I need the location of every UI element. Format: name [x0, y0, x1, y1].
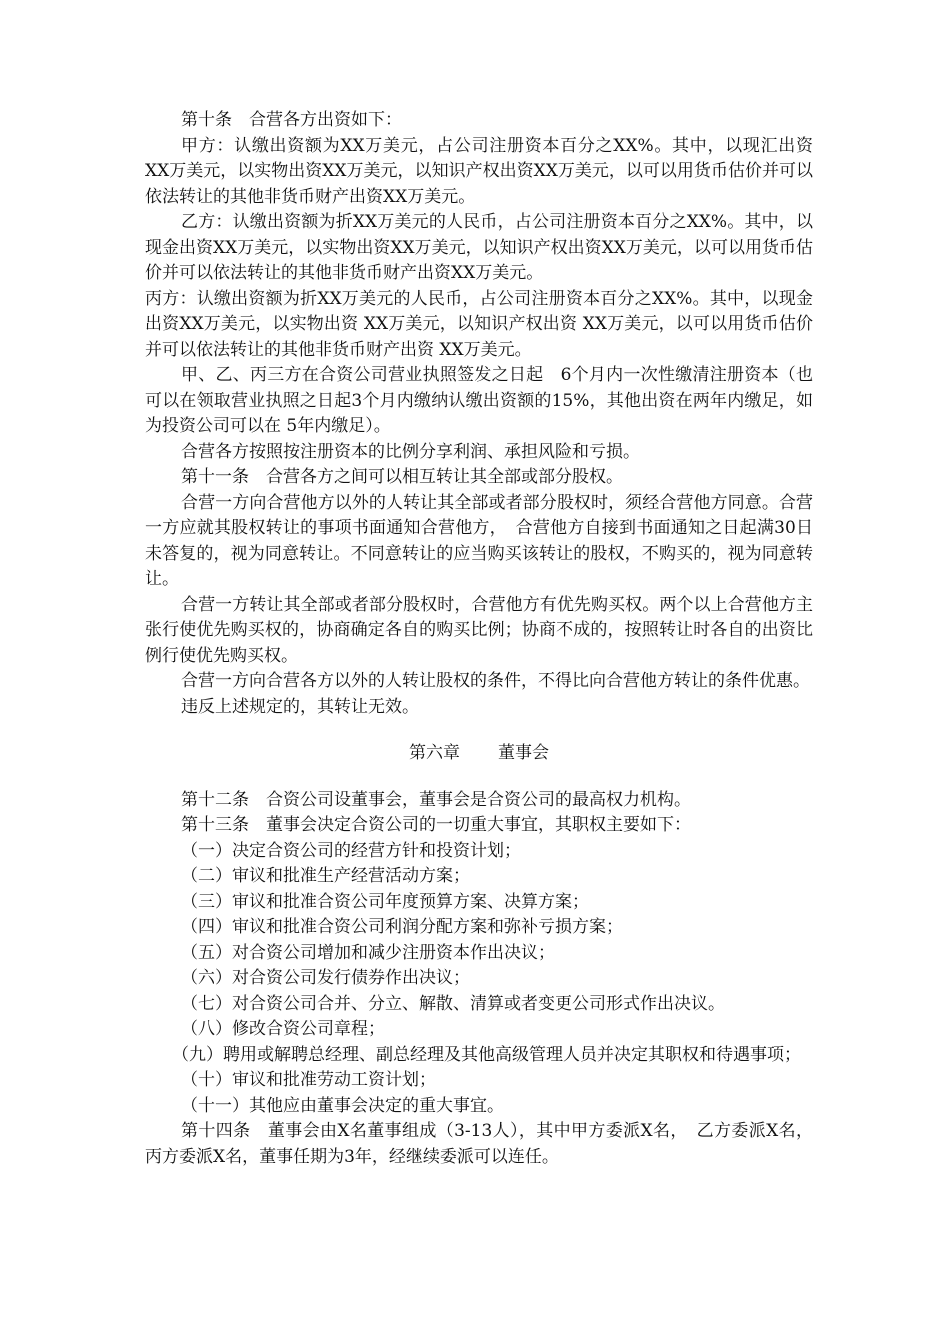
article-10-profit: 合营各方按照按注册资本的比例分享利润、承担风险和亏损。	[181, 441, 640, 462]
list-item: （五）对合资公司增加和减少注册资本作出决议；	[181, 942, 555, 963]
article-11-paragraph-4: 违反上述规定的，其转让无效。	[181, 696, 419, 717]
article-12: 第十二条 合资公司设董事会，董事会是合资公司的最高权力机构。	[181, 789, 691, 810]
list-item: （一）决定合资公司的经营方针和投资计划；	[181, 840, 521, 861]
chapter-number: 第六章	[409, 743, 460, 763]
article-11-paragraph-1: 合营一方向合营他方以外的人转让其全部或者部分股权时，须经合营他方同意。合营一方应就其股权转让的事项书面通知合营他方， 合营他方自接到书面通知之日起满30日未答复的，视为同意转让。不同意转让的应当购买该转让的股权，不购买的，视为同意转让。	[145, 492, 813, 589]
list-item: （四）审议和批准合资公司利润分配方案和弥补亏损方案；	[181, 917, 623, 937]
document-page	[145, 108, 813, 1170]
article-10-party-b: 乙方：认缴出资额为折XX万美元的人民币，占公司注册资本百分之XX%。其中，以现金出资XX万美元，以实物出资XX万美元，以知识产权出资XX万美元，以可以用货币估价并可以依法转让的其他非货币财产出资XX万美元。	[145, 212, 813, 283]
article-11-paragraph-3: 合营一方向合营各方以外的人转让股权的条件，不得比向合营他方转让的条件优惠。	[181, 671, 810, 691]
article-10-party-a: 甲方：认缴出资额为XX万美元，占公司注册资本百分之XX%。其中，以现汇出资XX万美元，以实物出资XX万美元，以知识产权出资XX万美元，以可以用货币估价并可以依法转让的其他非货币财产出资XX万美元。	[145, 135, 813, 207]
list-item: （九）聘用或解聘总经理、副总经理及其他高级管理人员并决定其职权和待遇事项；	[172, 1044, 801, 1065]
article-10-payment: 甲、乙、丙三方在合资公司营业执照签发之日起 6个月内一次性缴清注册资本（也可以在领取营业执照之日起3个月内缴纳认缴出资额的15%，其他出资在两年内缴足，如为投资公司可以在 5年内缴足）。	[145, 365, 813, 436]
list-item: （十）审议和批准劳动工资计划；	[181, 1070, 436, 1090]
article-10-party-c: 丙方：认缴出资额为折XX万美元的人民币，占公司注册资本百分之XX%。其中，以现金出资XX万美元，以实物出资 XX万美元，以知识产权出资 XX万美元，以可以用货币估价并可以依法转让的其他非货币财产出资 XX万美元。	[145, 288, 813, 360]
list-item: （七）对合资公司合并、分立、解散、清算或者变更公司形式作出决议。	[181, 993, 725, 1014]
article-11-paragraph-2: 合营一方转让其全部或者部分股权时，合营他方有优先购买权。两个以上合营他方主张行使优先购买权的，协商确定各自的购买比例；协商不成的，按照转让时各自的出资比例行使优先购买权。	[145, 594, 813, 666]
list-item: （八）修改合资公司章程；	[181, 1019, 385, 1039]
article-11-heading: 第十一条 合营各方之间可以相互转让其全部或部分股权。	[181, 467, 623, 487]
article-10-heading: 第十条 合营各方出资如下：	[181, 110, 402, 130]
article-14: 第十四条 董事会由X名董事组成（3-13人），其中甲方委派X名， 乙方委派X名，丙方委派X名，董事任期为3年，经继续委派可以连任。	[145, 1121, 813, 1167]
chapter-title: 董事会	[498, 743, 549, 763]
list-item: （六）对合资公司发行债券作出决议；	[181, 968, 470, 988]
list-item: （三）审议和批准合资公司年度预算方案、决算方案；	[181, 891, 589, 912]
article-13-heading: 第十三条 董事会决定合资公司的一切重大事宜，其职权主要如下：	[181, 815, 691, 835]
list-item: （二）审议和批准生产经营活动方案；	[181, 866, 470, 886]
list-item: （十一）其他应由董事会决定的重大事宜。	[181, 1095, 504, 1116]
chapter-heading	[145, 741, 813, 767]
